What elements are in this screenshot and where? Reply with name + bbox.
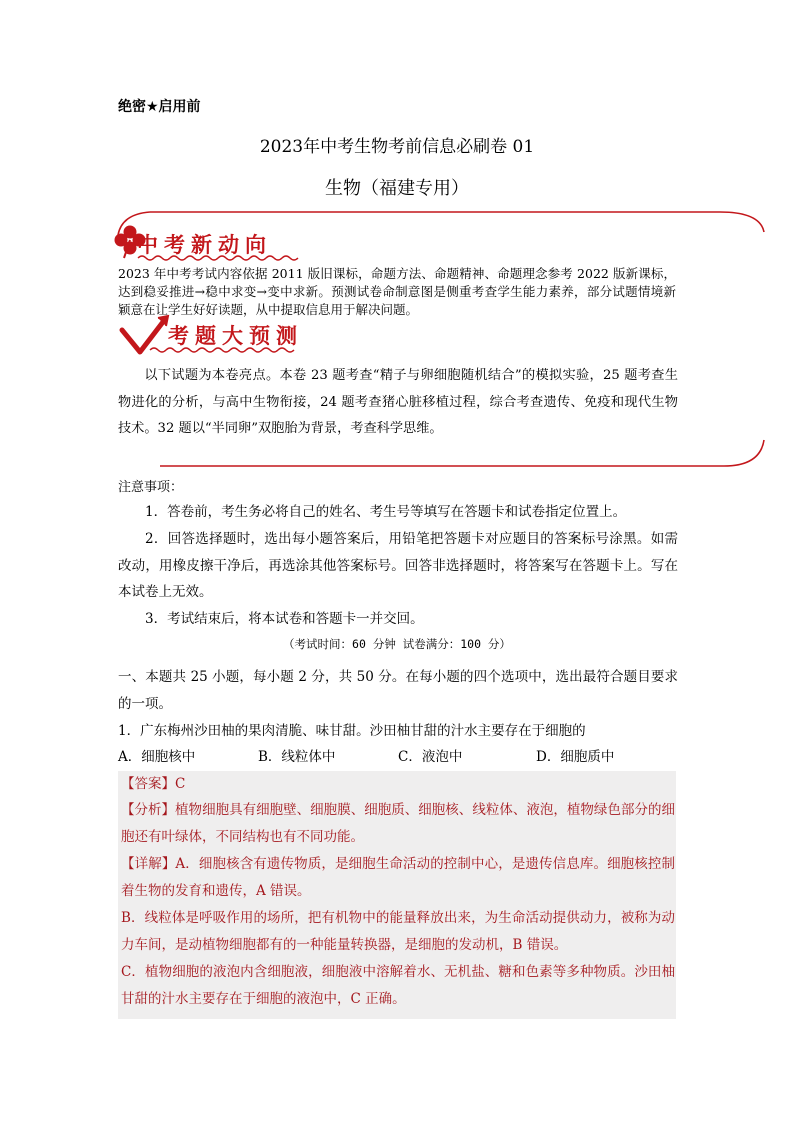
- checkmark-icon: [122, 316, 168, 352]
- notes-heading: 注意事项：: [118, 480, 184, 495]
- note-item-2: 2．回答选择题时，选出每小题答案后，用铅笔把答题卡对应题目的答案标号涂黑。如需改动，用橡皮擦干净后，再选涂其他答案标号。回答非选择题时，将答案写在答题卡上。写在本试卷上无效。: [118, 531, 678, 600]
- option-b: B．线粒体中: [258, 749, 336, 765]
- note-item-1: 1．答卷前，考生务必将自己的姓名、考生号等填写在答题卡和试卷指定位置上。: [145, 504, 627, 520]
- answer-detail-b: B．线粒体是呼吸作用的场所，把有机物中的能量释放出来，为生命活动提供动力，被称为动力车间，是动植物细胞都有的一种能量转换器，是细胞的发动机，B 错误。: [121, 910, 675, 953]
- answer-analysis: 【分析】植物细胞具有细胞壁、细胞膜、细胞质、细胞核、线粒体、液泡，植物绿色部分的细胞还有叶绿体，不同结构也有不同功能。: [121, 802, 675, 845]
- answer-detail-a: 【详解】A．细胞核含有遗传物质，是细胞生命活动的控制中心，是遗传信息库。细胞核控制着生物的发育和遗传，A 错误。: [121, 856, 675, 899]
- trends-paragraph: 2023 年中考考试内容依据 2011 版旧课标，命题方法、命题精神、命题理念参考 2022 版新课标，达到稳妥推进→稳中求变→变中求新。预测试卷命制意图是侧重考查学生能力素养，部分试题情境新颖意在让学生好好读题，从中提取信息用于解决问题。: [118, 266, 676, 317]
- exam-time-info: （考试时间：60 分钟 试卷满分：100 分）: [283, 637, 511, 651]
- badge-exam-trends: 中考新动向: [137, 233, 272, 257]
- exam-title: 2023年中考生物考前信息必刷卷 01: [259, 137, 535, 157]
- predictions-paragraph: 以下试题为本卷亮点。本卷 23 题考查“精子与卵细胞随机结合”的模拟实验，25 题考查生物进化的分析，与高中生物衔接，24 题考查猪心脏移植过程，综合考查遗传、免疫和现代生物技术。32 题以“半同卵”双胞胎为背景，考查科学思维。: [118, 368, 678, 436]
- note-item-3: 3．考试结束后，将本试卷和答题卡一并交回。: [145, 611, 424, 627]
- answer-line: 【答案】C: [121, 776, 186, 792]
- option-a: A．细胞核中: [118, 749, 196, 765]
- badge-exam-predictions: 考题大预测: [168, 324, 303, 348]
- question-1: 1．广东梅州沙田柚的果肉清脆、味甘甜。沙田柚甘甜的汁水主要存在于细胞的: [118, 723, 586, 739]
- secret-label: 绝密★启用前: [118, 99, 201, 115]
- option-c: C．液泡中: [398, 749, 463, 765]
- answer-detail-c: C．植物细胞的液泡内含细胞液，细胞液中溶解着水、无机盐、糖和色素等多种物质。沙田柚甘甜的汁水主要存在于细胞的液泡中，C 正确。: [121, 964, 675, 1007]
- exam-subtitle: 生物（福建专用）: [325, 178, 469, 199]
- option-d: D．细胞质中: [536, 749, 615, 765]
- section-intro: 一、本题共 25 小题，每小题 2 分，共 50 分。在每小题的四个选项中，选出最符合题目要求的一项。: [118, 669, 678, 712]
